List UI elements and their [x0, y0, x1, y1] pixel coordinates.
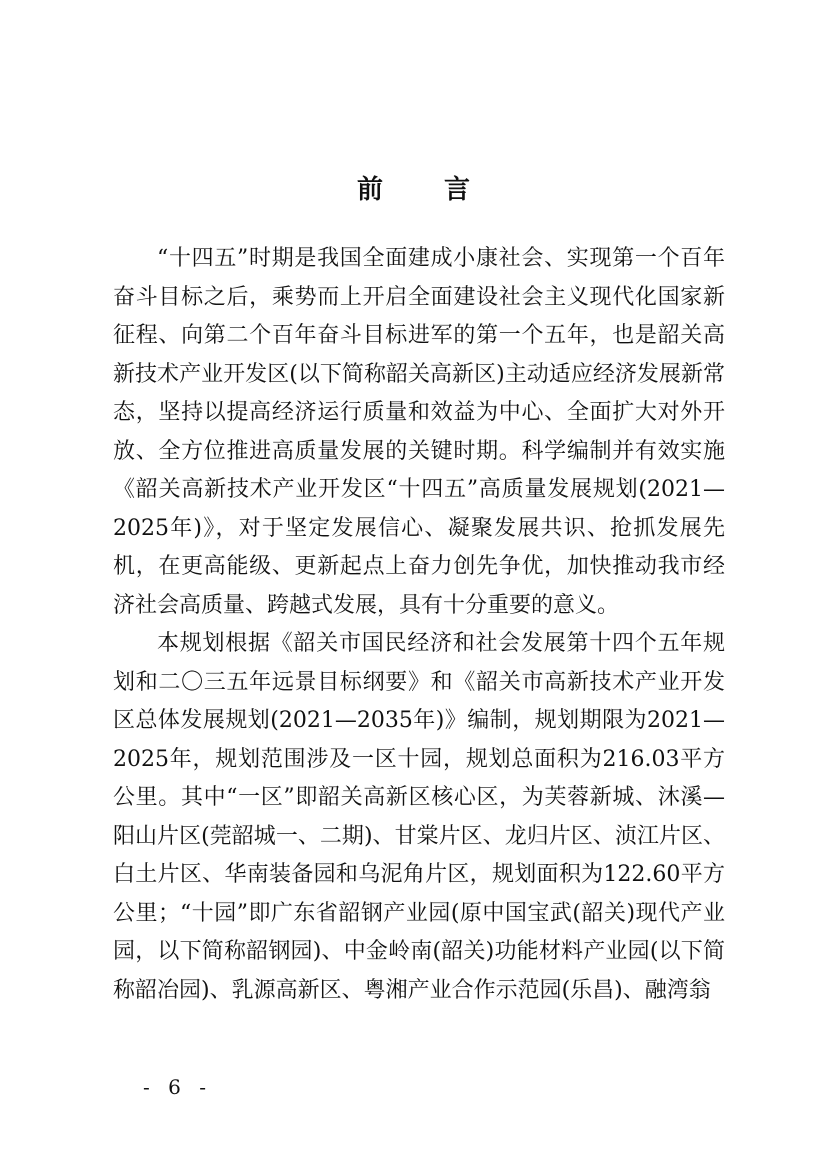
page-title: 前 言: [356, 175, 497, 205]
paragraph-intro: “十四五”时期是我国全面建成小康社会、实现第一个百年奋斗目标之后，乘势而上开启全面建设社会主义现代化国家新征程、向第二个百年奋斗目标进军的第一个五年，也是韶关高新技术产业开发区(以下简称韶关高新区)主动适应经济发展新常态，坚持以提高经济运行质量和效益为中心、全面扩大对外开放、全方位推进高质量发展的关键时期。科学编制并有效实施《韶关高新技术产业开发区“十四五”高质量发展规划(2021—2025年)》，对于坚定发展信心、凝聚发展共识、抢抓发展先机，在更高能级、更新起点上奋力创先争优，加快推动我市经济社会高质量、跨越式发展，具有十分重要的意义。: [113, 246, 725, 618]
page-number: - 6 -: [143, 1075, 212, 1099]
body-text: [113, 240, 725, 1010]
paragraph-scope: 本规划根据《韶关市国民经济和社会发展第十四个五年规划和二〇三五年远景目标纲要》和《韶关市高新技术产业开发区总体发展规划(2021—2035年)》编制，规划期限为2021—2025年，规划范围涉及一区十园，规划总面积为216.03平方公里。其中“一区”即韶关高新区核心区，为芙蓉新城、沐溪—阳山片区(莞韶城一、二期)、甘棠片区、龙归片区、浈江片区、白土片区、华南装备园和乌泥角片区，规划面积为122.60平方公里；“十园”即广东省韶钢产业园(原中国宝武(韶关)现代产业园，以下简称韶钢园)、中金岭南(韶关)功能材料产业园(以下简称韶冶园)、乳源高新区、粤湘产业合作示范园(乐昌)、融湾翁: [113, 631, 725, 1003]
